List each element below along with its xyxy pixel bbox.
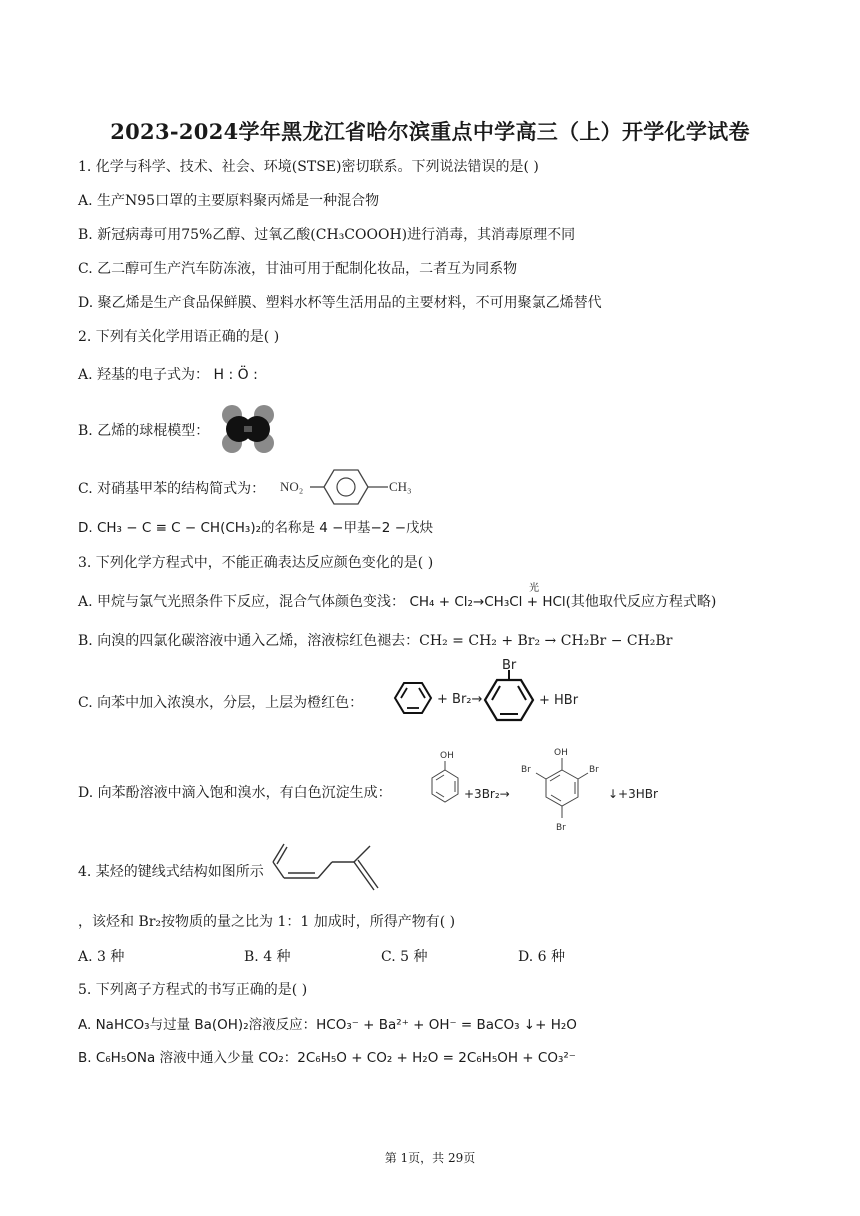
q1-option-d: D. 聚乙烯是生产食品保鲜膜、塑料水杯等生活用品的主要材料，不可用聚氯乙烯替代	[78, 295, 602, 311]
page-footer: 第 1页，共 29页	[384, 1151, 476, 1165]
nitro-group-label: NO₂	[280, 479, 304, 494]
q5-stem: 5. 下列离子方程式的书写正确的是( )	[78, 982, 308, 998]
phenol-bromination-equation	[418, 744, 678, 840]
q1-option-b: B. 新冠病毒可用75%乙醇、过氧乙酸(CH₃COOOH)进行消毒，其消毒原理不同	[78, 227, 576, 243]
tribromophenol-oh-label: OH	[554, 748, 568, 758]
para-br-label: Br	[556, 823, 566, 833]
hydroxyl-electron-formula: H : Ö :	[213, 367, 258, 383]
q3-option-d: D. 向苯酚溶液中滴入饱和溴水，有白色沉淀生成：	[78, 785, 392, 801]
q4-option-a: A. 3 种	[78, 949, 125, 965]
q2-option-b: B. 乙烯的球棍模型：	[78, 423, 210, 439]
page-title: 2023-2024学年黑龙江省哈尔滨重点中学高三（上）开学化学试卷	[110, 119, 750, 144]
q4-option-b: B. 4 种	[244, 949, 291, 965]
light-condition-label: 光	[529, 583, 539, 594]
ethylene-ball-stick-model	[220, 404, 276, 454]
q3-option-c: C. 向苯中加入浓溴水，分层，上层为橙红色：	[78, 695, 364, 711]
q5-option-a: A. NaHCO₃与过量 Ba(OH)₂溶液反应：HCO₃⁻ + Ba²⁺ + OH⁻ = BaCO₃ ↓+ H₂O	[78, 1017, 577, 1033]
q5-option-b: B. C₆H₅ONa 溶液中通入少量 CO₂：2C₆H₅O + CO₂ + H₂O = 2C₆H₅OH + CO₃²⁻	[78, 1050, 576, 1066]
q4-stem-continued: ，该烃和 Br₂按物质的量之比为 1：1 加成时，所得产物有( )	[78, 914, 456, 930]
benzene-bromination-equation	[385, 660, 585, 740]
methane-chlorination-equation: CH₄ + Cl₂→CH₃Cl + HCl(	[409, 594, 571, 610]
q2-stem: 2. 下列有关化学用语正确的是( )	[78, 329, 280, 345]
q3-option-a-text: A. 甲烷与氯气光照条件下反应，混合气体颜色变浅：	[78, 594, 406, 610]
q1-stem: 1. 化学与科学、技术、社会、环境(STSE)密切联系。下列说法错误的是( )	[78, 159, 539, 175]
q2-option-c: C. 对硝基甲苯的结构简式为：	[78, 481, 266, 497]
q2-option-d: D. CH₃ − C ≡ C − CH(CH₃)₂的名称是 4 −甲基−2 −戊炔	[78, 520, 434, 536]
ortho-br-left-label: Br	[521, 765, 531, 775]
q4-option-d: D. 6 种	[518, 949, 565, 965]
bromine-water-label: +3Br₂→	[464, 787, 510, 801]
bromine-reagent-label: + Br₂→	[437, 692, 483, 707]
q2-option-a	[78, 365, 258, 385]
q3-option-a	[78, 592, 716, 612]
phenol-oh-label: OH	[440, 751, 454, 761]
q3-option-a-tail: 其他取代反应方程式略)	[570, 594, 717, 610]
q2-option-a-text: A. 羟基的电子式为：	[78, 367, 210, 383]
hydrocarbon-skeletal-structure	[270, 834, 390, 900]
precipitate-hbr-label: ↓+3HBr	[608, 787, 658, 801]
q4-stem: 4. 某烃的键线式结构如图所示	[78, 864, 264, 880]
q3-stem: 3. 下列化学方程式中，不能正确表达反应颜色变化的是( )	[78, 555, 434, 571]
methyl-group-label: CH₃	[389, 479, 412, 494]
q1-option-c: C. 乙二醇可生产汽车防冻液，甘油可用于配制化妆品，二者互为同系物	[78, 261, 518, 277]
bromobenzene-br-label: Br	[502, 658, 517, 673]
p-nitrotoluene-structure	[280, 466, 420, 506]
q1-option-a: A. 生产N95口罩的主要原料聚丙烯是一种混合物	[78, 193, 380, 209]
ortho-br-right-label: Br	[589, 765, 599, 775]
hbr-product-label: + HBr	[539, 693, 579, 708]
q4-option-c: C. 5 种	[381, 949, 428, 965]
q3-option-b: B. 向溴的四氯化碳溶液中通入乙烯，溶液棕红色褪去：CH₂ = CH₂ + Br₂ → CH₂Br − CH₂Br	[78, 633, 673, 649]
